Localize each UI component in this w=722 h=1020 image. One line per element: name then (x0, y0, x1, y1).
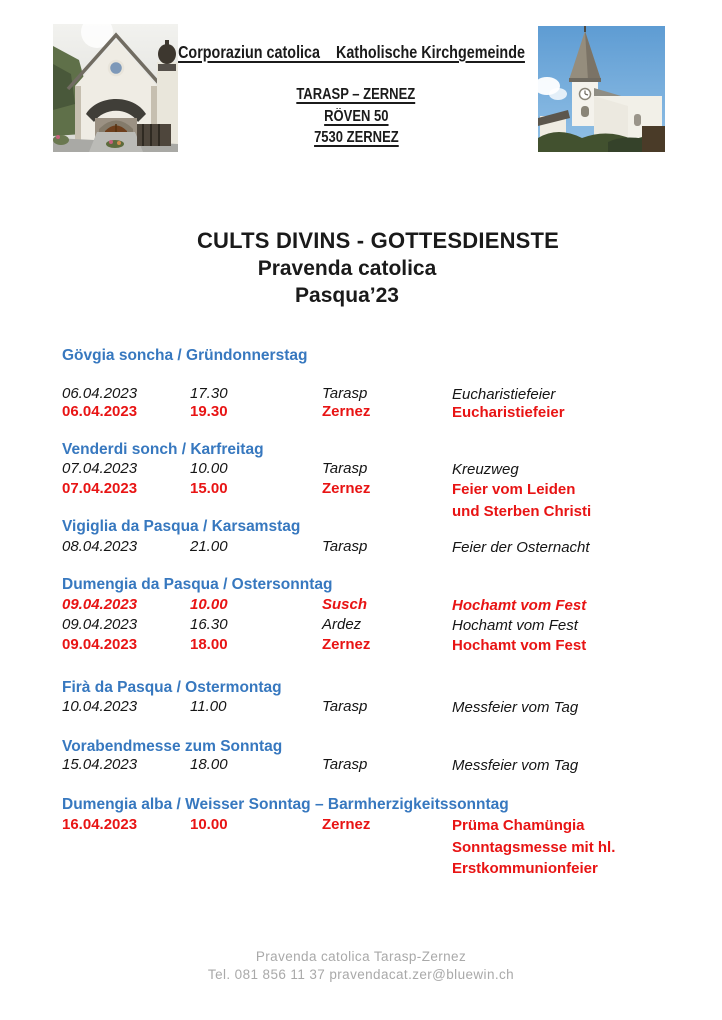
service-cell: Hochamt vom Fest (452, 597, 587, 614)
document-season: Pasqua’23 (295, 284, 399, 307)
time-cell: 21.00 (190, 538, 228, 555)
service-cell: Messfeier vom Tag (452, 699, 579, 716)
date-cell: 07.04.2023 (62, 460, 138, 477)
section-heading-karsamstag: Vigiglia da Pasqua / Karsamstag (62, 518, 301, 535)
place-cell: Tarasp (322, 756, 368, 773)
date-cell: 09.04.2023 (62, 616, 138, 633)
place-cell: Tarasp (322, 385, 368, 402)
time-cell: 10.00 (190, 460, 228, 477)
date-cell: 06.04.2023 (62, 403, 138, 420)
place-cell: Zernez (322, 480, 371, 497)
time-cell: 15.00 (190, 480, 228, 497)
time-cell: 11.00 (190, 698, 227, 715)
time-cell: 10.00 (190, 816, 228, 833)
service-cell: Hochamt vom Fest (452, 617, 578, 634)
footer-parish-line: Pravenda catolica Tarasp-Zernez (255, 949, 467, 964)
section-heading-karfreitag: Venderdi sonch / Karfreitag (62, 441, 264, 458)
time-cell: 18.00 (190, 756, 228, 773)
time-cell: 10.00 (190, 596, 228, 613)
footer-contact-line: Tel. 081 856 11 37 pravendacat.zer@bluewin.ch (207, 966, 515, 982)
section-heading-ostermontag: Firà da Pasqua / Ostermontag (62, 679, 282, 696)
date-cell: 15.04.2023 (62, 756, 138, 773)
document-title: CULTS DIVINS - GOTTESDIENSTE (196, 228, 560, 253)
section-heading-ostersonntag: Dumengia da Pasqua / Ostersonntag (62, 576, 333, 593)
org-title: Corporaziun catolica Katholische Kirchgemeinde (178, 42, 526, 62)
service-cell: Feier vom Leiden und Sterben Christi (452, 481, 592, 520)
section-heading-weisser-sonntag: Dumengia alba / Weisser Sonntag – Barmherzigkeitssonntag (62, 796, 509, 813)
date-cell: 09.04.2023 (62, 596, 138, 613)
page-footer (0, 948, 722, 983)
place-cell: Susch (322, 596, 368, 613)
service-cell: Hochamt vom Fest (452, 637, 587, 654)
place-cell: Zernez (322, 636, 371, 653)
service-cell: Eucharistiefeier (452, 404, 565, 421)
address-line-street: RÖVEN 50 (323, 107, 389, 125)
service-cell: Messfeier vom Tag (452, 757, 579, 774)
time-cell: 18.00 (190, 636, 228, 653)
document-subtitle: Pravenda catolica (257, 257, 437, 280)
service-cell: Feier der Osternacht (452, 539, 590, 556)
date-cell: 06.04.2023 (62, 385, 138, 402)
date-cell: 08.04.2023 (62, 538, 138, 555)
section-heading-vorabendmesse: Vorabendmesse zum Sonntag (62, 738, 283, 755)
date-cell: 10.04.2023 (62, 698, 138, 715)
date-cell: 09.04.2023 (62, 636, 138, 653)
service-schedule (62, 0, 682, 1020)
time-cell: 16.30 (190, 616, 228, 633)
time-cell: 19.30 (190, 403, 228, 420)
date-cell: 16.04.2023 (62, 816, 138, 833)
place-cell: Zernez (322, 403, 371, 420)
time-cell: 17.30 (190, 385, 228, 402)
service-cell: Kreuzweg (452, 461, 519, 478)
service-cell: Prüma Chamüngia Sonntagsmesse mit hl. Erstkommunionfeier (452, 817, 616, 877)
address-line-parish: TARASP – ZERNEZ (296, 86, 416, 103)
date-cell: 07.04.2023 (62, 480, 138, 497)
place-cell: Tarasp (322, 538, 368, 555)
place-cell: Tarasp (322, 698, 368, 715)
place-cell: Ardez (322, 616, 362, 633)
address-line-city: 7530 ZERNEZ (313, 129, 399, 146)
section-heading-gruendonnerstag: Gövgia soncha / Gründonnerstag (62, 347, 308, 364)
place-cell: Tarasp (322, 460, 368, 477)
place-cell: Zernez (322, 816, 371, 833)
service-cell: Eucharistiefeier (452, 386, 556, 403)
